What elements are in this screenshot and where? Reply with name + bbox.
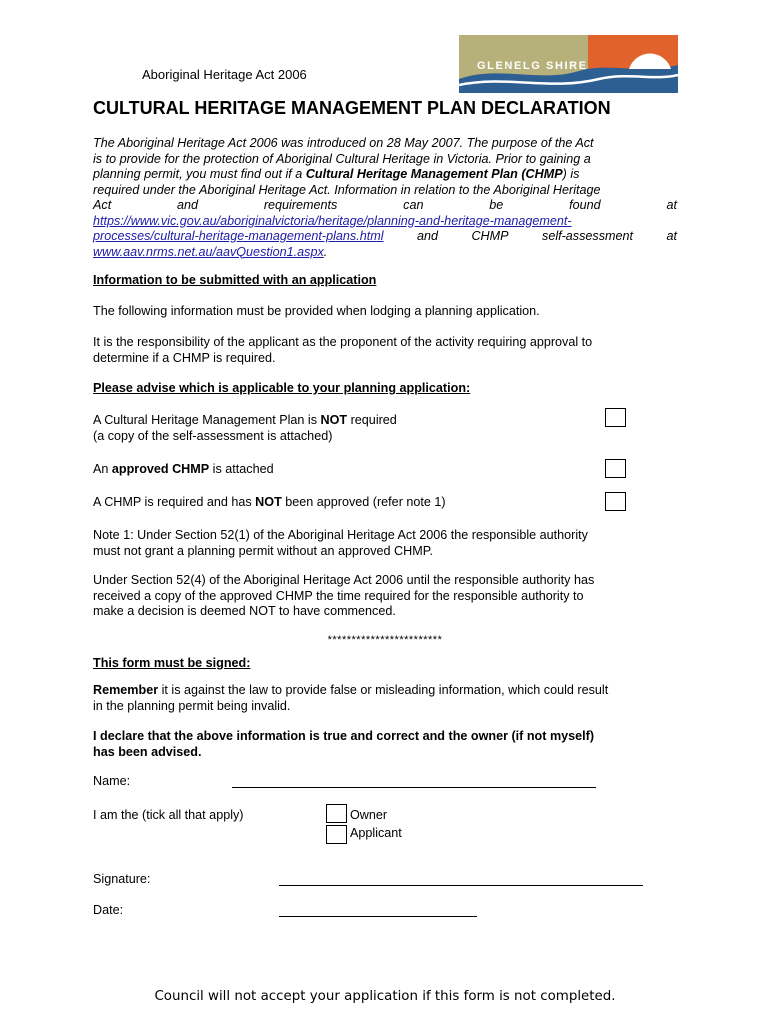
intro-word: Act — [93, 198, 112, 212]
intro-word: can — [403, 198, 424, 212]
intro-word: and — [177, 198, 199, 212]
tick-label: I am the (tick all that apply) — [93, 808, 244, 822]
intro-line: is to provide for the protection of Aboriginal Cultural Heritage in Victoria. Prior to gaining a — [93, 151, 591, 166]
responsibility-line: determine if a CHMP is required. — [93, 350, 276, 365]
intro-line — [93, 245, 677, 261]
remember-line: in the planning permit being invalid. — [93, 698, 291, 713]
intro-line-justified — [93, 198, 677, 214]
sign-heading: This form must be signed: — [93, 656, 251, 670]
option-bold: NOT — [320, 413, 348, 427]
signature-label: Signature: — [93, 872, 151, 886]
note-line: Under Section 52(4) of the Aboriginal Heritage Act 2006 until the responsible authority has — [93, 573, 595, 587]
glenelg-shire-logo — [459, 35, 678, 93]
note-1 — [93, 528, 677, 559]
intro-text: ) is — [562, 167, 580, 181]
declaration — [93, 729, 677, 760]
date-field[interactable] — [279, 916, 477, 917]
note-line: received a copy of the approved CHMP the time required for the responsible authority to — [93, 588, 584, 603]
note-line: must not grant a planning permit without an approved CHMP. — [93, 543, 433, 558]
option-text: been approved (refer note 1) — [281, 495, 446, 509]
name-field[interactable] — [232, 787, 596, 788]
info-heading: Information to be submitted with an application — [93, 273, 377, 287]
note-line: Note 1: Under Section 52(1) of the Aboriginal Heritage Act 2006 the responsible authority — [93, 528, 588, 542]
remember-paragraph — [93, 683, 677, 714]
option-bold: NOT — [255, 495, 282, 509]
chmp-info-link-continued[interactable]: processes/cultural-heritage-management-plans.html — [93, 229, 384, 243]
remember-line — [93, 683, 677, 699]
remember-bold: Remember — [93, 683, 159, 697]
info-text: The following information must be provided when lodging a planning application. — [93, 304, 540, 318]
page-title: CULTURAL HERITAGE MANAGEMENT PLAN DECLARATION — [93, 98, 611, 118]
option-text: An — [93, 462, 112, 476]
intro-line — [93, 214, 677, 230]
option-chmp-not-approved — [93, 495, 677, 511]
intro-line: The Aboriginal Heritage Act 2006 was introduced on 28 May 2007. The purpose of the Act — [93, 136, 594, 150]
intro-paragraph — [93, 136, 677, 260]
option-text: A CHMP is required and has — [93, 495, 256, 509]
act-reference: Aboriginal Heritage Act 2006 — [142, 67, 307, 82]
advise-heading: Please advise which is applicable to your planning application: — [93, 381, 471, 395]
approved-chmp-checkbox[interactable] — [605, 459, 626, 478]
option-text: A Cultural Heritage Management Plan is — [93, 413, 321, 427]
option-label — [93, 413, 677, 429]
intro-word: be — [489, 198, 504, 212]
intro-word: found — [569, 198, 601, 212]
intro-text: planning permit, you must find out if a — [93, 167, 306, 181]
option-chmp-not-required — [93, 413, 677, 444]
applicant-checkbox[interactable] — [326, 825, 347, 844]
responsibility-line: It is the responsibility of the applicant as the proponent of the activity requiring approval to — [93, 335, 593, 349]
intro-word: requirements — [263, 198, 338, 212]
intro-text: . — [323, 244, 328, 259]
intro-line — [93, 167, 677, 183]
chmp-not-required-checkbox[interactable] — [605, 408, 626, 427]
applicant-label: Applicant — [350, 826, 402, 840]
declaration-line: has been advised. — [93, 744, 202, 759]
note-section-52-4 — [93, 573, 677, 620]
option-text: is attached — [209, 462, 274, 476]
separator: ************************ — [327, 634, 443, 646]
signature-field[interactable] — [279, 885, 643, 886]
footer-notice: Council will not accept your application if this form is not completed. — [154, 989, 616, 1004]
intro-line: required under the Aboriginal Heritage Act. Information in relation to the Aboriginal Heritage — [93, 182, 601, 197]
intro-word: at — [666, 198, 677, 212]
note-line: make a decision is deemed NOT to have commenced. — [93, 604, 396, 618]
chmp-not-approved-checkbox[interactable] — [605, 492, 626, 511]
remember-text: it is against the law to provide false or misleading information, which could result — [158, 683, 609, 697]
option-bold: approved CHMP — [111, 462, 210, 476]
date-label: Date: — [93, 903, 124, 917]
intro-word: self-assessment — [542, 229, 634, 243]
logo-text: GLENELG SHIRE — [477, 60, 588, 72]
intro-word: at — [666, 229, 677, 243]
option-text: required — [347, 413, 397, 427]
owner-label: Owner — [350, 808, 388, 822]
intro-word: CHMP — [471, 229, 509, 243]
chmp-bold-text: Cultural Heritage Management Plan (CHMP — [305, 167, 563, 181]
responsibility-text — [93, 335, 677, 366]
declaration-line: I declare that the above information is true and correct and the owner (if not myself) — [93, 729, 595, 743]
chmp-info-link[interactable]: https://www.vic.gov.au/aboriginalvictoria/heritage/planning-and-heritage-management- — [93, 213, 572, 228]
intro-word: and — [416, 229, 438, 243]
owner-checkbox[interactable] — [326, 804, 347, 823]
option-sublabel: (a copy of the self-assessment is attached) — [93, 428, 333, 443]
self-assessment-link[interactable]: www.aav.nrms.net.au/aavQuestion1.aspx — [93, 244, 324, 259]
option-approved-chmp — [93, 462, 677, 478]
intro-line-justified — [93, 229, 677, 245]
name-label: Name: — [93, 774, 131, 788]
